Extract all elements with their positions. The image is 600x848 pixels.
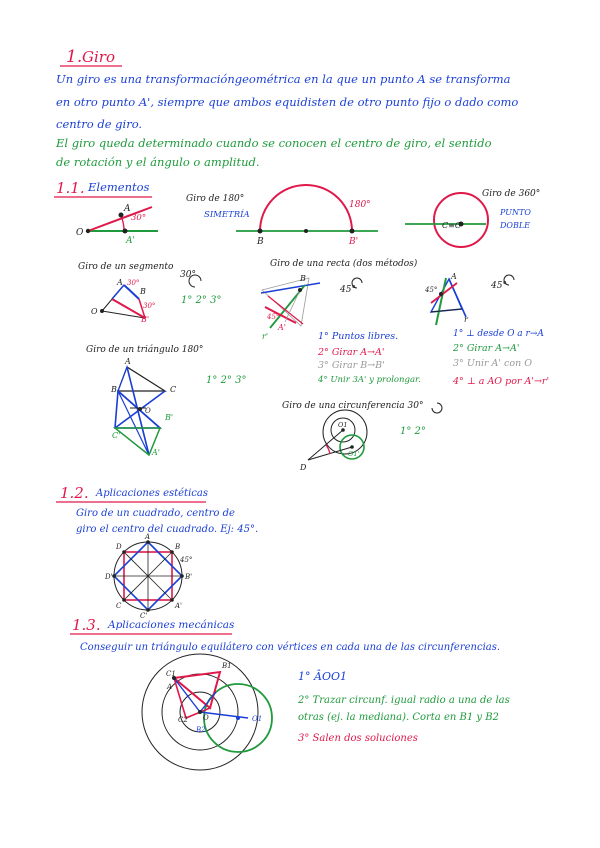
- section-title: Elementos: [88, 180, 150, 194]
- step-text: 2° Trazar circunf. igual radio a una de las: [298, 695, 510, 706]
- step-text: 1° ÂOO1: [298, 670, 347, 683]
- section-1-2-text: [76, 508, 258, 535]
- point-label: A': [152, 448, 160, 457]
- point-label: O1: [252, 715, 263, 723]
- section-1-heading: [60, 47, 122, 67]
- label: DOBLE: [500, 221, 531, 230]
- point-label: O1': [348, 450, 360, 458]
- point-label: B: [300, 274, 306, 283]
- step-text: 2° Girar A→A': [453, 343, 520, 354]
- text-line: Un giro es una transformacióngeométrica en la que un punto A se transforma: [56, 72, 511, 86]
- point-label: A: [124, 204, 131, 214]
- angle-label: 180°: [349, 200, 371, 210]
- angle-label: 30°: [143, 302, 156, 310]
- section-1-1-heading: [54, 179, 152, 197]
- section-number: 1.2.: [60, 484, 89, 502]
- angle-label: 30°: [180, 270, 196, 280]
- point-label: A': [126, 236, 135, 246]
- point-label: A: [117, 278, 123, 287]
- angle-label: 45°: [267, 313, 280, 321]
- point-label: A: [145, 533, 151, 541]
- text-line: en otro punto A', siempre que ambos equidisten de otro punto fijo o dado como: [56, 95, 519, 109]
- section-1-3-text: Conseguir un triángulo equilátero con vértices en cada una de las circunferencias.: [80, 642, 501, 653]
- point-label: A: [167, 683, 173, 691]
- point-label: C': [112, 431, 121, 440]
- point-label: C2: [178, 716, 188, 724]
- point-label: O: [145, 407, 151, 415]
- section-title: Aplicaciones estéticas: [96, 488, 208, 499]
- caption: Giro de 360°: [482, 189, 541, 199]
- text-line: El giro queda determinado cuando se conocen el centro de giro, el sentido: [56, 136, 492, 150]
- section-1-2-heading: [56, 484, 208, 502]
- step-text: 3° Girar B→B': [318, 360, 385, 371]
- angle-label: 45°: [180, 556, 193, 564]
- text-line: giro el centro del cuadrado. Ej: 45°.: [76, 524, 259, 535]
- point-label: D': [105, 573, 113, 581]
- angle-label: 30°: [131, 213, 147, 223]
- caption: Giro de una recta (dos métodos): [270, 259, 418, 269]
- point-label: A': [175, 602, 182, 610]
- point-label: B': [349, 237, 359, 247]
- figure-line: [261, 258, 549, 387]
- section-number: 1.1.: [56, 179, 85, 197]
- figure-triangle: [86, 344, 246, 457]
- figure-mechanical: [142, 654, 272, 770]
- steps: 1° 2° 3°: [206, 375, 247, 386]
- section-title: Aplicaciones mecánicas: [108, 619, 235, 631]
- step-text: 1° ⊥ desde O a r→A: [453, 329, 544, 339]
- figure-circle: [282, 401, 442, 472]
- point-label: C1: [166, 670, 176, 678]
- point-label: C: [116, 602, 122, 610]
- point-label: C≡C': [442, 221, 464, 230]
- point-label: B': [165, 413, 174, 422]
- section-1-3-heading: [70, 616, 235, 634]
- point-label: A: [125, 357, 131, 366]
- point-label: B2: [196, 726, 206, 734]
- figure-segment: [78, 262, 221, 324]
- caption: Giro de un segmento: [78, 262, 174, 272]
- point-label: D: [300, 463, 307, 472]
- point-label: B: [257, 237, 264, 247]
- text-line: de rotación y el ángulo o amplitud.: [56, 155, 260, 169]
- text-line: centro de giro.: [56, 117, 143, 131]
- point-label: B1: [222, 662, 232, 670]
- point-label: B': [185, 573, 193, 581]
- definition-paragraph: [55, 136, 492, 169]
- angle-label: 30°: [127, 279, 140, 287]
- steps: 1° 2°: [400, 426, 426, 437]
- section-number: 1.: [66, 47, 83, 67]
- caption: Giro de 180°: [186, 194, 245, 204]
- point-label: B': [141, 315, 150, 324]
- point-label: O: [91, 307, 98, 316]
- step-text: 3° Unir A' con O: [453, 358, 532, 369]
- section-title: Giro: [82, 48, 115, 66]
- angle-label: 45°: [425, 286, 438, 294]
- figure-symmetry: [186, 185, 378, 247]
- label: SIMETRÍA: [204, 210, 250, 220]
- point-label: B: [175, 543, 181, 551]
- point-label: B: [140, 287, 146, 296]
- step-text: 1° Puntos libres.: [318, 331, 399, 342]
- point-label: A': [278, 323, 286, 332]
- point-label: C: [170, 385, 177, 394]
- step-text: otras (ej. la mediana). Corta en B1 y B2: [298, 712, 499, 723]
- point-label: r: [464, 315, 468, 324]
- steps: 1° 2° 3°: [181, 295, 222, 306]
- caption: Giro de una circunferencia 30°: [282, 401, 424, 411]
- point-label: C': [140, 612, 148, 620]
- intro-paragraph: [56, 72, 518, 131]
- step-text: 2° Girar A→A': [318, 347, 385, 358]
- angle-label: 45°: [491, 281, 507, 291]
- step-text: 3° Salen dos soluciones: [298, 733, 418, 744]
- step-text: 4° Unir 3A' y prolongar.: [318, 375, 421, 385]
- label: PUNTO: [500, 208, 531, 217]
- point-label: O1: [338, 421, 348, 429]
- point-label: r': [262, 332, 269, 341]
- point-label: O: [76, 228, 84, 238]
- section-number: 1.3.: [72, 616, 101, 634]
- figure-double-point: [405, 189, 540, 247]
- point-label: B: [111, 385, 117, 394]
- figure-square: [104, 533, 192, 620]
- caption: Giro de un triángulo 180°: [86, 345, 204, 355]
- point-label: A: [451, 272, 457, 281]
- text-line: Giro de un cuadrado, centro de: [76, 508, 235, 519]
- angle-label: 45°: [340, 285, 356, 295]
- point-label: D: [116, 543, 122, 551]
- point-label: O: [203, 714, 209, 722]
- step-text: 4° ⊥ a AO por A'→r': [453, 376, 550, 387]
- section-1-3-steps: [297, 669, 510, 744]
- figure-elements: [76, 204, 158, 246]
